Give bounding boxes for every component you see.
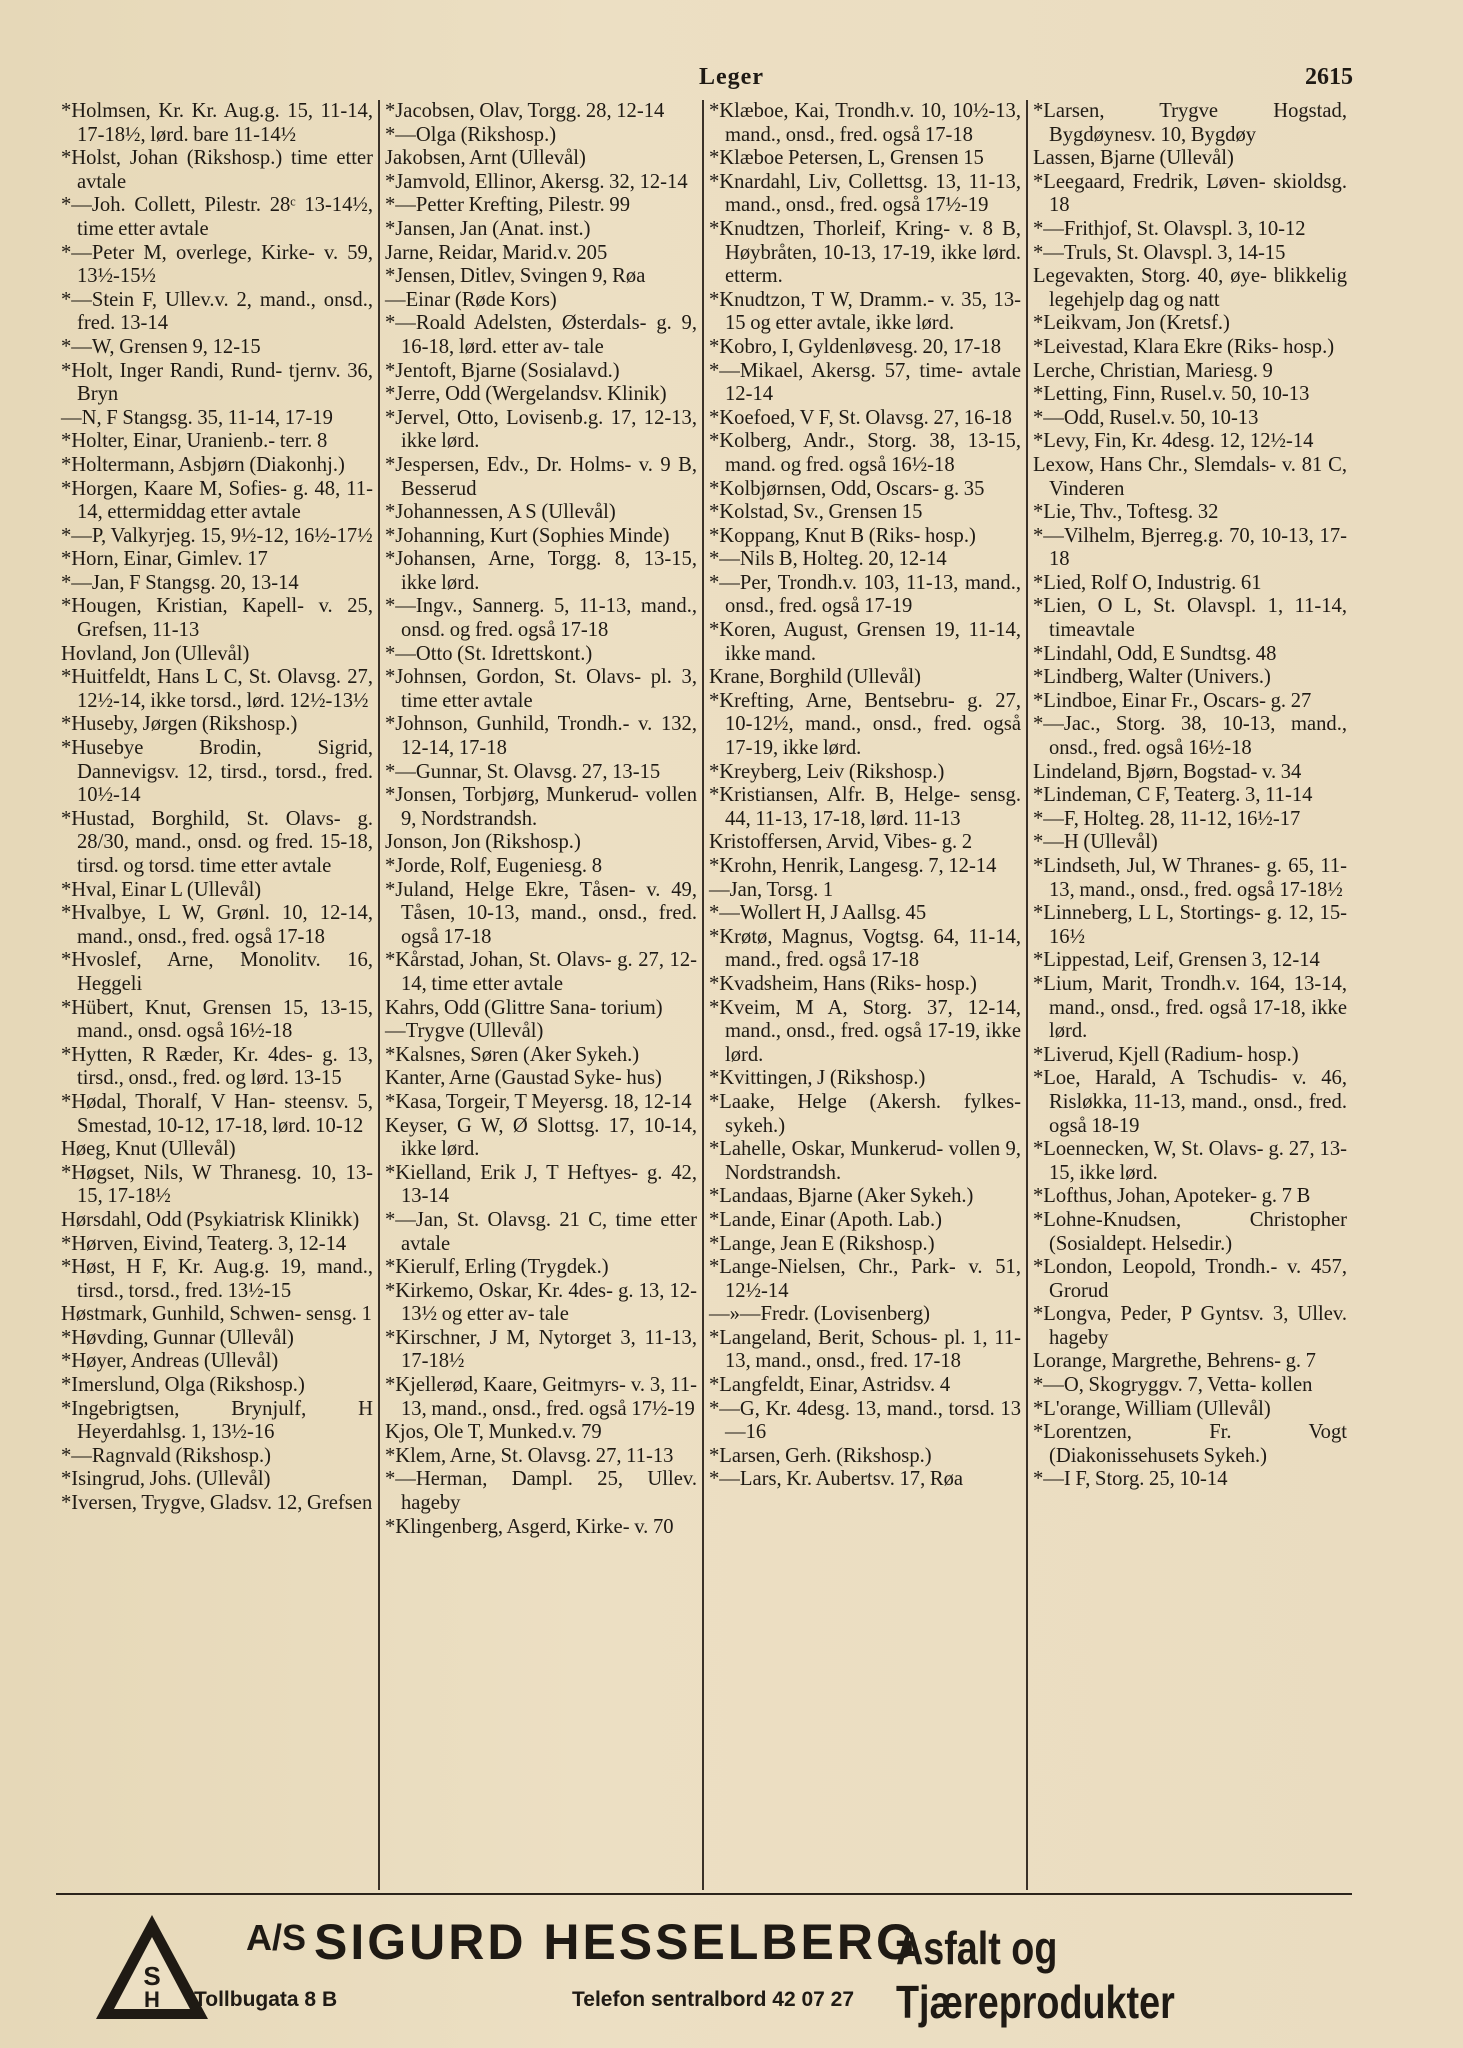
listing-entry: *Klæboe, Kai, Trondh.v. 10, 10½-13, mand., onsd., fred. også 17-18: [709, 100, 1021, 146]
section-title: Leger: [699, 64, 764, 90]
listing-entry: *—O, Skogryggv. 7, Vetta- kollen: [1033, 1374, 1313, 1397]
listing-entry: Kristoffersen, Arvid, Vibes- g. 2: [709, 831, 973, 854]
listing-entry: *Jamvold, Ellinor, Akersg. 32, 12-14: [385, 170, 688, 193]
listing-entry: *—Stein F, Ullev.v. 2, mand., onsd., fred. 13-14: [61, 288, 373, 335]
listing-entry: *—H (Ullevål): [1033, 831, 1158, 854]
listing-entry: Høstmark, Gunhild, Schwen- sensg. 1: [61, 1303, 372, 1326]
listing-entry: *Hübert, Knut, Grensen 15, 13-15, mand., onsd. også 16½-18: [61, 996, 373, 1043]
listing-entry: *Johannessen, A S (Ullevål): [385, 501, 616, 524]
page-number: 2615: [1305, 64, 1353, 90]
listing-entry: *—F, Holteg. 28, 11-12, 16½-17: [1033, 807, 1301, 830]
listing-entry: *Lie, Thv., Toftesg. 32: [1033, 501, 1219, 524]
listing-entry: *Kielland, Erik J, T Heftyes- g. 42, 13-14: [385, 1161, 697, 1208]
ad-products: Asfalt og Tjæreprodukter: [896, 1922, 1175, 2028]
listing-entry: Høeg, Knut (Ullevål): [61, 1138, 236, 1161]
listing-entry: *Kårstad, Johan, St. Olavs- g. 27, 12-14, time etter avtale: [385, 949, 697, 995]
listing-entry: *Høst, H F, Kr. Aug.g. 19, mand., tirsd., torsd., fred. 13½-15: [61, 1256, 373, 1302]
listing-entry: *—Per, Trondh.v. 103, 11-13, mand., onsd., fred. også 17-19: [709, 571, 1021, 618]
listing-entry: *Leegaard, Fredrik, Løven- skioldsg. 18: [1033, 170, 1347, 217]
listing-entry: *Høgset, Nils, W Thranesg. 10, 13-15, 17-18½: [61, 1161, 373, 1208]
listing-entry: *Imerslund, Olga (Rikshosp.): [61, 1374, 305, 1397]
listing-entry: *Leivestad, Klara Ekre (Riks- hosp.): [1033, 335, 1335, 358]
listing-entry: *Jensen, Ditlev, Svingen 9, Røa: [385, 265, 646, 288]
listing-entry: *Johansen, Arne, Torgg. 8, 13-15, ikke lørd.: [385, 548, 697, 594]
ad-as-label: A/S: [246, 1917, 307, 1958]
ad-divider: [56, 1893, 1352, 1895]
listing-entry: *Hval, Einar L (Ullevål): [61, 878, 262, 901]
listing-entry: *—Nils B, Holteg. 20, 12-14: [709, 548, 947, 571]
listing-entry: *Hørven, Eivind, Teaterg. 3, 12-14: [61, 1232, 347, 1255]
advertisement: [56, 1905, 1356, 2030]
listing-entry: *Kasa, Torgeir, T Meyersg. 18, 12-14: [385, 1090, 692, 1113]
listing-entry: *—G, Kr. 4desg. 13, mand., torsd. 13—16: [709, 1397, 1021, 1444]
column-2: [380, 100, 704, 1890]
listing-entry: *—Lars, Kr. Aubertsv. 17, Røa: [709, 1468, 964, 1491]
listing-entry: *Lindseth, Jul, W Thranes- g. 65, 11-13, mand., onsd., fred. også 17-18½: [1033, 855, 1347, 901]
page-header: [0, 64, 1463, 94]
listing-entry: *—Ingv., Sannerg. 5, 11-13, mand., onsd. og fred. også 17-18: [385, 595, 697, 642]
listing-entry: *Iversen, Trygve, Gladsv. 12, Grefsen: [61, 1492, 373, 1515]
listing-entry: *Lange-Nielsen, Chr., Park- v. 51, 12½-14: [709, 1256, 1021, 1302]
logo-letter-h: H: [144, 1987, 160, 2012]
column-4: [1028, 100, 1352, 1890]
listing-entry: *Horgen, Kaare M, Sofies- g. 48, 11-14, ettermiddag etter avtale: [61, 477, 373, 524]
listing-entry: Legevakten, Storg. 40, øye- blikkelig legehjelp dag og natt: [1033, 265, 1347, 311]
listing-entry: *Kristiansen, Alfr. B, Helge- sensg. 44, 11-13, 17-18, lørd. 11-13: [709, 784, 1021, 830]
listing-entry: *Kolbjørnsen, Odd, Oscars- g. 35: [709, 477, 985, 500]
listing-entry: *Koren, August, Grensen 19, 11-14, ikke mand.: [709, 619, 1021, 665]
listing-entry: *Lippestad, Leif, Grensen 3, 12-14: [1033, 949, 1320, 972]
listing-entry: *Kolberg, Andr., Storg. 38, 13-15, mand. og fred. også 16½-18: [709, 430, 1021, 476]
listing-entry: Lexow, Hans Chr., Slemdals- v. 81 C, Vinderen: [1033, 453, 1347, 500]
listing-entry: Jonson, Jon (Rikshosp.): [385, 831, 581, 854]
listing-entry: *Lindahl, Odd, E Sundtsg. 48: [1033, 642, 1277, 665]
listing-entry: Krane, Borghild (Ullevål): [709, 666, 921, 689]
listing-entry: *Lahelle, Oskar, Munkerud- vollen 9, Nordstrandsh.: [709, 1138, 1021, 1184]
listing-entry: *Landaas, Bjarne (Aker Sykeh.): [709, 1185, 974, 1208]
listing-entry: *Jorde, Rolf, Eugeniesg. 8: [385, 855, 602, 877]
listing-entry: *Lied, Rolf O, Industrig. 61: [1033, 571, 1262, 594]
listing-entry: *Johnsen, Gordon, St. Olavs- pl. 3, time etter avtale: [385, 666, 697, 712]
listing-entry: *Lorentzen, Fr. Vogt (Diakonissehusets Sykeh.): [1033, 1421, 1347, 1467]
listing-entry: Lorange, Margrethe, Behrens- g. 7: [1033, 1350, 1316, 1373]
listing-entry: *Kirkemo, Oskar, Kr. 4des- g. 13, 12-13½ og etter av- tale: [385, 1279, 697, 1326]
column-3: [704, 100, 1028, 1890]
listing-entry: *Kirschner, J M, Nytorget 3, 11-13, 17-18½: [385, 1326, 697, 1373]
listing-entry: *—Jan, St. Olavsg. 21 C, time etter avtale: [385, 1208, 697, 1255]
listing-entry: *—Frithjof, St. Olavspl. 3, 10-12: [1033, 217, 1306, 240]
listing-entry: Kahrs, Odd (Glittre Sana- torium): [385, 996, 663, 1019]
listing-entry: *Ingebrigtsen, Brynjulf, H Heyerdahlsg. 1, 13½-16: [61, 1397, 373, 1444]
listing-entry: *Loe, Harald, A Tschudis- v. 46, Risløkka, 11-13, mand., onsd., fred. også 18-19: [1033, 1067, 1347, 1137]
listing-entry: *Husebye Brodin, Sigrid, Dannevigsv. 12, tirsd., torsd., fred. 10½-14: [61, 737, 373, 807]
listing-entry: —N, F Stangsg. 35, 11-14, 17-19: [61, 406, 333, 429]
listing-entry: *Jacobsen, Olav, Torgg. 28, 12-14: [385, 100, 665, 122]
listing-entry: *Huitfeldt, Hans L C, St. Olavsg. 27, 12½-14, ikke torsd., lørd. 12½-13½: [61, 666, 373, 712]
listing-entry: *—Joh. Collett, Pilestr. 28ᶜ 13-14½, time etter avtale: [61, 194, 373, 240]
listing-entry: *—Roald Adelsten, Østerdals- g. 9, 16-18, lørd. etter av- tale: [385, 312, 697, 358]
listing-entry: *Jentoft, Bjarne (Sosialavd.): [385, 359, 620, 382]
listing-entry: *—Petter Krefting, Pilestr. 99: [385, 194, 631, 217]
listing-entry: —Jan, Torsg. 1: [709, 878, 834, 901]
listing-entry: *Knudtzon, T W, Dramm.- v. 35, 13-15 og etter avtale, ikke lørd.: [709, 288, 1021, 335]
listing-entry: *Knardahl, Liv, Collettsg. 13, 11-13, mand., onsd., fred. også 17½-19: [709, 170, 1021, 217]
listing-entry: *Kierulf, Erling (Trygdek.): [385, 1256, 609, 1279]
listing-entry: Jarne, Reidar, Marid.v. 205: [385, 241, 608, 264]
listing-columns: [56, 100, 1352, 1890]
listing-entry: *Jansen, Jan (Anat. inst.): [385, 217, 591, 240]
listing-entry: Lerche, Christian, Mariesg. 9: [1033, 359, 1273, 382]
listing-entry: *Levy, Fin, Kr. 4desg. 12, 12½-14: [1033, 430, 1314, 453]
listing-entry: *—Wollert H, J Aallsg. 45: [709, 902, 927, 925]
listing-entry: *Langfeldt, Einar, Astridsv. 4: [709, 1374, 951, 1397]
listing-entry: Lindeland, Bjørn, Bogstad- v. 34: [1033, 760, 1302, 783]
listing-entry: *—Odd, Rusel.v. 50, 10-13: [1033, 406, 1259, 429]
listing-entry: *—Gunnar, St. Olavsg. 27, 13-15: [385, 760, 661, 783]
listing-entry: *—Truls, St. Olavspl. 3, 14-15: [1033, 241, 1286, 264]
listing-entry: *Lindeman, C F, Teaterg. 3, 11-14: [1033, 784, 1313, 807]
listing-entry: *Lohne-Knudsen, Christopher (Sosialdept. Helsedir.): [1033, 1208, 1347, 1255]
listing-entry: *Kalsnes, Søren (Aker Sykeh.): [385, 1043, 640, 1066]
listing-entry: *Liverud, Kjell (Radium- hosp.): [1033, 1043, 1299, 1066]
ad-phone: Telefon sentralbord 42 07 27: [572, 1988, 855, 2011]
listing-entry: *Holt, Inger Randi, Rund- tjernv. 36, Bryn: [61, 359, 373, 406]
listing-entry: *—Ragnvald (Rikshosp.): [61, 1444, 272, 1467]
listing-entry: *Kolstad, Sv., Grensen 15: [709, 501, 923, 524]
listing-entry: *Krohn, Henrik, Langesg. 7, 12-14: [709, 855, 997, 877]
listing-entry: *Lande, Einar (Apoth. Lab.): [709, 1208, 942, 1231]
listing-entry: *Kvadsheim, Hans (Riks- hosp.): [709, 972, 977, 995]
listing-entry: *Linneberg, L L, Stortings- g. 12, 15-16½: [1033, 902, 1347, 948]
listing-entry: *Lindberg, Walter (Univers.): [1033, 666, 1271, 689]
listing-entry: *Isingrud, Johs. (Ullevål): [61, 1468, 271, 1491]
listing-entry: *—Mikael, Akersg. 57, time- avtale 12-14: [709, 359, 1021, 406]
listing-entry: —Einar (Røde Kors): [385, 288, 557, 311]
ad-address: Tollbugata 8 B: [194, 1988, 338, 2011]
listing-entry: *—Herman, Dampl. 25, Ullev. hageby: [385, 1468, 697, 1515]
listing-entry: *—Vilhelm, Bjerreg.g. 70, 10-13, 17-18: [1033, 524, 1347, 571]
listing-entry: *Hytten, R Ræder, Kr. 4des- g. 13, tirsd., onsd., fred. og lørd. 13-15: [61, 1043, 373, 1090]
column-1: [56, 100, 380, 1890]
listing-entry: *—Jac., Storg. 38, 10-13, mand., onsd., fred. også 16½-18: [1033, 713, 1347, 760]
listing-entry: *Lium, Marit, Trondh.v. 164, 13-14, mand., onsd., fred. også 17-18, ikke lørd.: [1033, 972, 1347, 1043]
listing-entry: *Hvalbye, L W, Grønl. 10, 12-14, mand., onsd., fred. også 17-18: [61, 902, 373, 948]
listing-entry: *Jervel, Otto, Lovisenb.g. 17, 12-13, ikke lørd.: [385, 406, 697, 453]
listing-entry: *Larsen, Gerh. (Rikshosp.): [709, 1444, 932, 1467]
listing-entry: *Johnson, Gunhild, Trondh.- v. 132, 12-14, 17-18: [385, 713, 697, 760]
listing-entry: *Holmsen, Kr. Kr. Aug.g. 15, 11-14, 17-18½, lørd. bare 11-14½: [61, 100, 373, 146]
listing-entry: *Klæboe Petersen, L, Grensen 15: [709, 147, 984, 170]
listing-entry: *London, Leopold, Trondh.- v. 457, Grorud: [1033, 1256, 1347, 1302]
listing-entry: *Koppang, Knut B (Riks- hosp.): [709, 524, 976, 547]
listing-entry: Jakobsen, Arnt (Ullevål): [385, 147, 586, 170]
listing-entry: *Holst, Johan (Rikshosp.) time etter avtale: [61, 147, 373, 193]
listing-entry: *Hødal, Thoralf, V Han- steensv. 5, Smestad, 10-12, 17-18, lørd. 10-12: [61, 1090, 373, 1137]
listing-entry: *—I F, Storg. 25, 10-14: [1033, 1468, 1228, 1491]
listing-entry: *Larsen, Trygve Hogstad, Bygdøynesv. 10, Bygdøy: [1033, 100, 1347, 146]
listing-entry: *Hvoslef, Arne, Monolitv. 16, Heggeli: [61, 949, 373, 995]
listing-entry: *Longva, Peder, P Gyntsv. 3, Ullev. hageby: [1033, 1303, 1347, 1349]
listing-entry: *Jespersen, Edv., Dr. Holms- v. 9 B, Besserud: [385, 453, 697, 500]
listing-entry: *Lange, Jean E (Rikshosp.): [709, 1232, 935, 1255]
listing-entry: Hørsdahl, Odd (Psykiatrisk Klinikk): [61, 1208, 360, 1231]
listing-entry: Lassen, Bjarne (Ullevål): [1033, 147, 1234, 170]
listing-entry: *Kobro, I, Gyldenløvesg. 20, 17-18: [709, 335, 1001, 358]
listing-entry: *Koefoed, V F, St. Olavsg. 27, 16-18: [709, 406, 1012, 429]
listing-entry: *—Peter M, overlege, Kirke- v. 59, 13½-15½: [61, 241, 373, 288]
listing-entry: *Høvding, Gunnar (Ullevål): [61, 1326, 294, 1349]
logo-letter-s: S: [143, 1961, 161, 1991]
listing-entry: *Holter, Einar, Uranienb.- terr. 8: [61, 430, 328, 453]
listing-entry: *—Otto (St. Idrettskont.): [385, 642, 593, 665]
listing-entry: *Johanning, Kurt (Sophies Minde): [385, 524, 670, 547]
listing-entry: —»—Fredr. (Lovisenberg): [709, 1303, 931, 1326]
listing-entry: *Høyer, Andreas (Ullevål): [61, 1350, 279, 1373]
listing-entry: *Huseby, Jørgen (Rikshosp.): [61, 713, 298, 736]
listing-entry: *—P, Valkyrjeg. 15, 9½-12, 16½-17½: [61, 524, 373, 547]
listing-entry: *Lofthus, Johan, Apoteker- g. 7 B: [1033, 1185, 1311, 1208]
listing-entry: *Letting, Finn, Rusel.v. 50, 10-13: [1033, 383, 1310, 406]
listing-entry: Kanter, Arne (Gaustad Syke- hus): [385, 1067, 662, 1090]
listing-entry: *Holtermann, Asbjørn (Diakonhj.): [61, 453, 345, 476]
listing-entry: Hovland, Jon (Ullevål): [61, 642, 250, 665]
listing-entry: *Lien, O L, St. Olavspl. 1, 11-14, timeavtale: [1033, 595, 1347, 642]
listing-entry: *Klingenberg, Asgerd, Kirke- v. 70: [385, 1515, 674, 1538]
listing-entry: *—Jan, F Stangsg. 20, 13-14: [61, 571, 299, 594]
ad-company-name: SIGURD HESSELBERG: [314, 1914, 918, 1970]
listing-entry: *Jonsen, Torbjørg, Munkerud- vollen 9, Nordstrandsh.: [385, 784, 697, 830]
listing-entry: *Hougen, Kristian, Kapell- v. 25, Grefsen, 11-13: [61, 595, 373, 642]
listing-entry: *Jerre, Odd (Wergelandsv. Klinik): [385, 383, 667, 406]
listing-entry: *Laake, Helge (Akersh. fylkes- sykeh.): [709, 1090, 1021, 1137]
listing-entry: *Kreyberg, Leiv (Rikshosp.): [709, 760, 945, 783]
listing-entry: *Hustad, Borghild, St. Olavs- g. 28/30, mand., onsd. og fred. 15-18, tirsd. og torsd. time etter avtale: [61, 807, 373, 877]
listing-entry: *Knudtzen, Thorleif, Kring- v. 8 B, Høybråten, 10-13, 17-19, ikke lørd. etterm.: [709, 217, 1021, 288]
listing-entry: *Kjellerød, Kaare, Geitmyrs- v. 3, 11-13, mand., onsd., fred. også 17½-19: [385, 1374, 697, 1420]
listing-entry: *L'orange, William (Ullevål): [1033, 1397, 1271, 1420]
listing-entry: *Krefting, Arne, Bentsebru- g. 27, 10-12½, mand., onsd., fred. også 17-19, ikke lørd.: [709, 689, 1021, 760]
listing-entry: *Kvittingen, J (Rikshosp.): [709, 1067, 926, 1090]
listing-entry: *Lindboe, Einar Fr., Oscars- g. 27: [1033, 689, 1312, 712]
listing-entry: *Kveim, M A, Storg. 37, 12-14, mand., onsd., fred. også 17-19, ikke lørd.: [709, 996, 1021, 1066]
listing-entry: —Trygve (Ullevål): [385, 1020, 544, 1043]
listing-entry: Keyser, G W, Ø Slottsg. 17, 10-14, ikke lørd.: [385, 1114, 697, 1161]
listing-entry: *Langeland, Berit, Schous- pl. 1, 11-13, mand., onsd., fred. 17-18: [709, 1326, 1021, 1373]
listing-entry: *Juland, Helge Ekre, Tåsen- v. 49, Tåsen, 10-13, mand., onsd., fred. også 17-18: [385, 878, 697, 948]
listing-entry: *Loennecken, W, St. Olavs- g. 27, 13-15, ikke lørd.: [1033, 1138, 1347, 1184]
listing-entry: *—Olga (Rikshosp.): [385, 123, 557, 146]
listing-entry: *Klem, Arne, St. Olavsg. 27, 11-13: [385, 1444, 674, 1467]
listing-entry: *Horn, Einar, Gimlev. 17: [61, 548, 268, 571]
listing-entry: Kjos, Ole T, Munked.v. 79: [385, 1421, 602, 1444]
listing-entry: *Leikvam, Jon (Kretsf.): [1033, 312, 1230, 335]
listing-entry: *—W, Grensen 9, 12-15: [61, 335, 261, 358]
listing-entry: *Krøtø, Magnus, Vogtsg. 64, 11-14, mand., fred. også 17-18: [709, 925, 1021, 972]
